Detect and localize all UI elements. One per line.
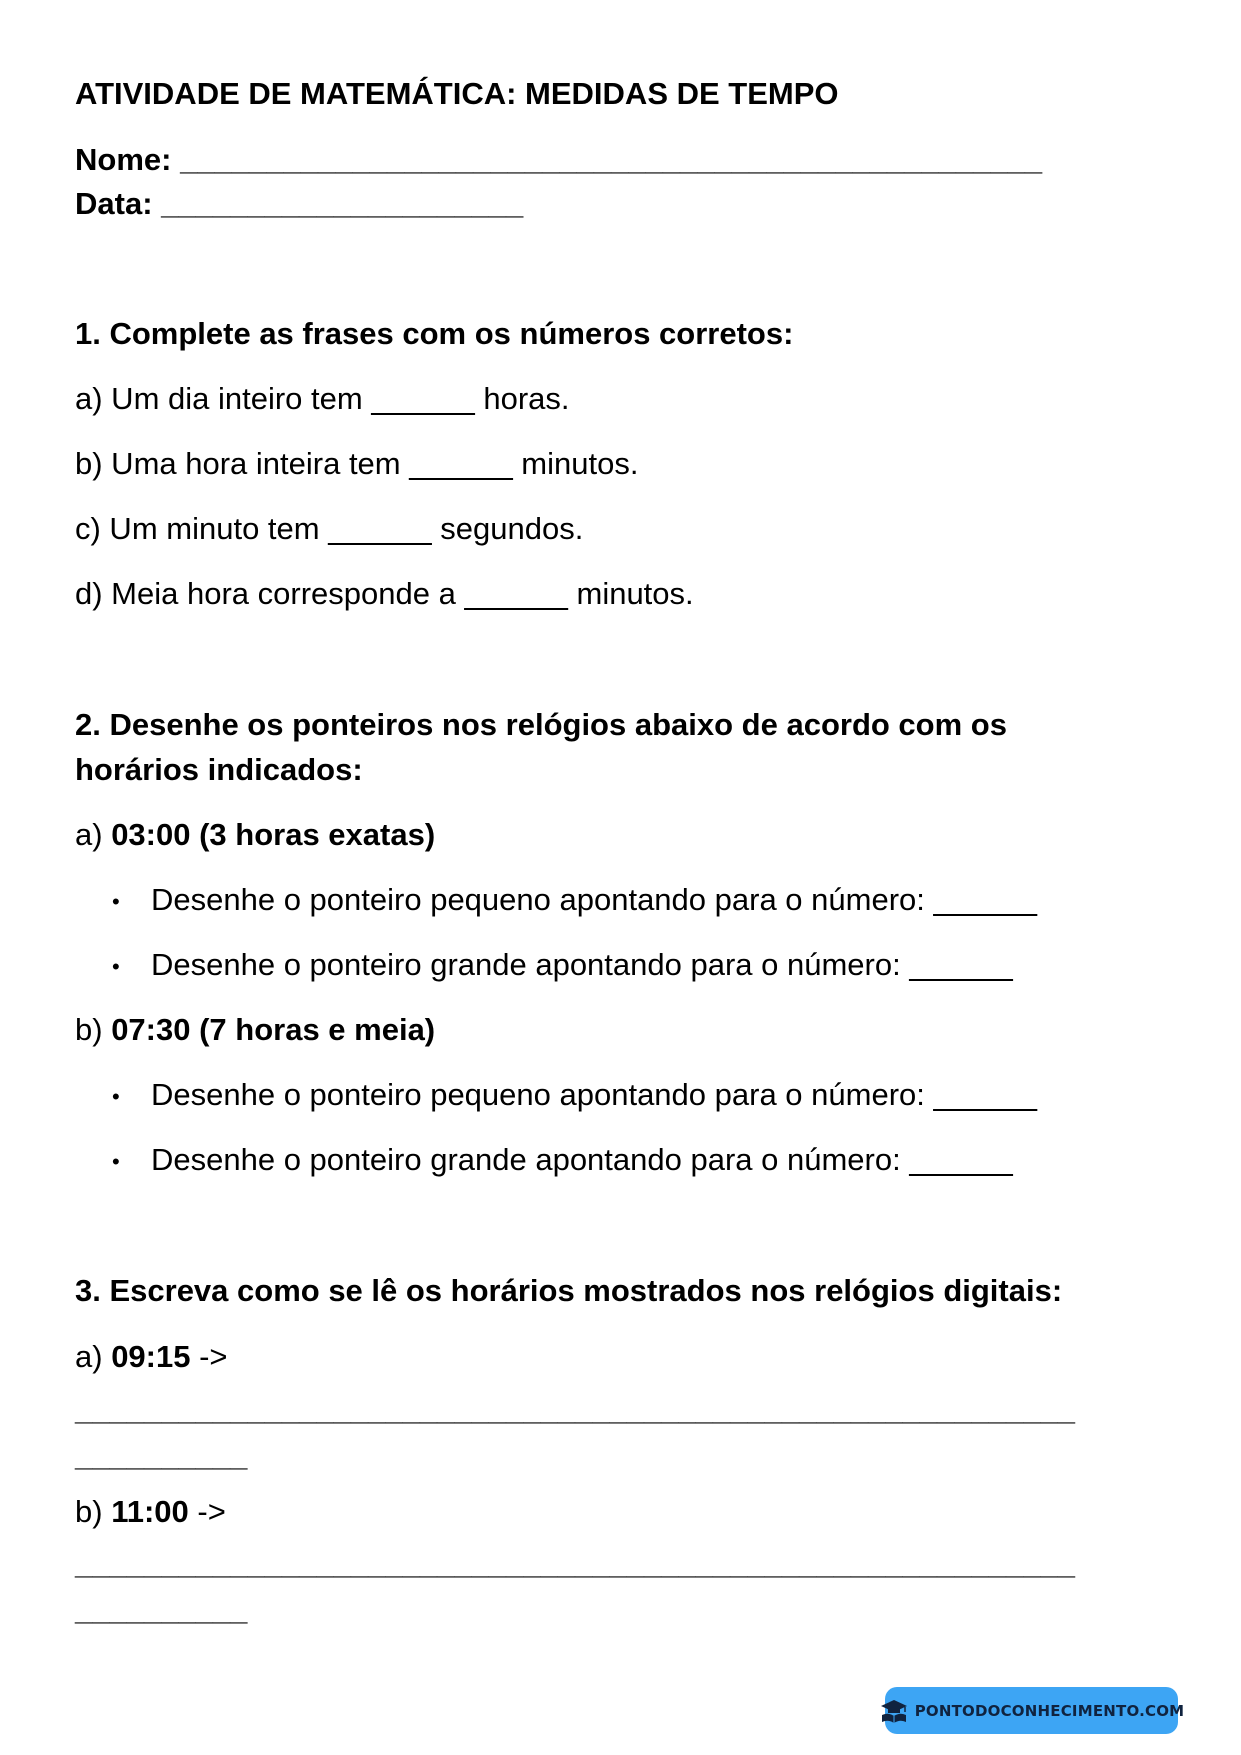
section2-a-bullet-2: Desenhe o ponteiro grande apontando para o número: ______ <box>151 947 1013 982</box>
section2-heading-line2: horários indicados: <box>75 752 363 787</box>
section3-heading: 3. Escreva como se lê os horários mostrados nos relógios digitais: <box>75 1273 1063 1308</box>
section3-item-b <box>75 1496 226 1527</box>
section3-b-answer-line-1: __________________________________________________________ <box>75 1546 1075 1581</box>
section3-item-a <box>75 1341 228 1372</box>
section1-item-a: a) Um dia inteiro tem ______ horas. <box>75 381 570 416</box>
section3-b-answer-line-2: __________ <box>75 1592 248 1627</box>
section3-item-a-prefix: a) <box>75 1339 112 1374</box>
section2-heading-line1: 2. Desenhe os ponteiros nos relógios abaixo de acordo com os <box>75 707 1007 742</box>
bullet-dot: • <box>112 889 120 914</box>
footer-site-badge[interactable] <box>885 1687 1185 1734</box>
section1-heading: 1. Complete as frases com os números corretos: <box>75 316 794 351</box>
section2-b-bullet-1: Desenhe o ponteiro pequeno apontando para o número: ______ <box>151 1077 1037 1112</box>
bullet-dot: • <box>112 1149 120 1174</box>
section2-item-b <box>75 1014 435 1045</box>
bullet-dot: • <box>112 1084 120 1109</box>
page-title: ATIVIDADE DE MATEMÁTICA: MEDIDAS DE TEMPO <box>75 76 839 111</box>
section2-item-b-time: 07:30 (7 horas e meia) <box>111 1012 436 1047</box>
section3-item-b-prefix: b) <box>75 1494 112 1529</box>
section1-item-d: d) Meia hora corresponde a ______ minutos. <box>75 576 694 611</box>
bullet-dot: • <box>112 954 120 979</box>
section2-item-a-prefix: a) <box>75 817 112 852</box>
section3-item-b-time: 11:00 <box>111 1494 189 1529</box>
section3-item-a-time: 09:15 <box>111 1339 191 1374</box>
section2-item-a <box>75 819 435 850</box>
graduation-cap-book-icon <box>879 1698 909 1724</box>
section1-item-b: b) Uma hora inteira tem ______ minutos. <box>75 446 639 481</box>
footer-site-name: PONTODOCONHECIMENTO.COM <box>914 1701 1185 1720</box>
section1-item-c: c) Um minuto tem ______ segundos. <box>75 511 584 546</box>
section2-b-bullet-2: Desenhe o ponteiro grande apontando para o número: ______ <box>151 1142 1013 1177</box>
section3-a-answer-line-2: __________ <box>75 1438 248 1473</box>
name-field-line: Nome: __________________________________________________ <box>75 142 1043 177</box>
section3-a-answer-line-1: __________________________________________________________ <box>75 1392 1075 1427</box>
section3-item-a-arrow: -> <box>190 1339 228 1374</box>
section2-a-bullet-1: Desenhe o ponteiro pequeno apontando para o número: ______ <box>151 882 1037 917</box>
section3-item-b-arrow: -> <box>188 1494 226 1529</box>
section2-item-a-time: 03:00 (3 horas exatas) <box>111 817 436 852</box>
date-field-line: Data: _____________________ <box>75 186 524 221</box>
section2-item-b-prefix: b) <box>75 1012 112 1047</box>
